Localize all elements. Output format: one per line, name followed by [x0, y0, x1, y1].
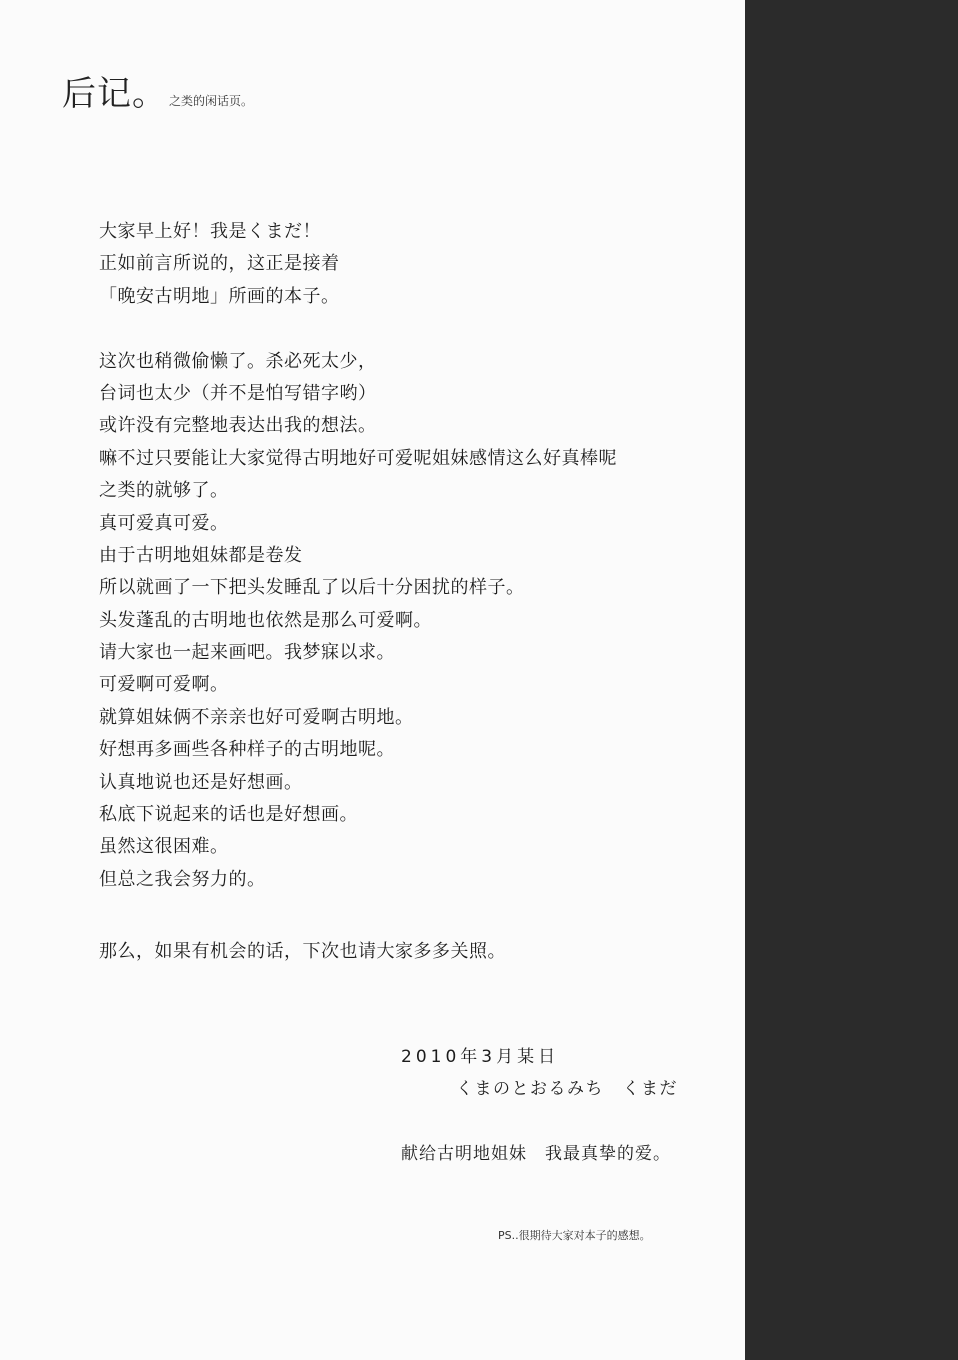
- body-line: 好想再多画些各种样子的古明地呢。: [99, 739, 395, 761]
- body-line: 但总之我会努力的。: [99, 868, 266, 890]
- dark-page-edge: [745, 0, 958, 1360]
- body-line: 或许没有完整地表达出我的想法。: [99, 415, 377, 437]
- closing-line: 那么，如果有机会的话，下次也请大家多多关照。: [99, 941, 506, 962]
- body-line: 就算姐妹俩不亲亲也好可爱啊古明地。: [99, 706, 414, 728]
- page-title: 后记。: [62, 74, 167, 114]
- afterword-heading: [62, 66, 253, 115]
- signature-date: 2010年3月某日: [401, 1047, 560, 1067]
- body-line: 嘛不过只要能让大家觉得古明地好可爱呢姐妹感情这么好真棒呢: [99, 447, 617, 469]
- dedication-line: 献给古明地姐妹 我最真挚的爱。: [401, 1144, 671, 1164]
- body-line: 可爱啊可爱啊。: [99, 674, 229, 696]
- body-line: 之类的就够了。: [99, 480, 229, 502]
- body-line: 正如前言所说的，这正是接着: [99, 253, 340, 275]
- body-line: 真可爱真可爱。: [99, 512, 229, 534]
- body-line: 虽然这很困难。: [99, 836, 229, 858]
- body-line: 私底下说起来的话也是好想画。: [99, 804, 358, 826]
- body-line: 「晚安古明地」所画的本子。: [99, 285, 340, 307]
- body-line: 所以就画了一下把头发睡乱了以后十分困扰的样子。: [99, 577, 525, 599]
- body-line: 大家早上好！我是くまだ！: [99, 221, 321, 242]
- postscript: PS..很期待大家对本子的感想。: [498, 1229, 651, 1242]
- paragraph-gap: [99, 313, 699, 345]
- body-line: 头发蓬乱的古明地也依然是那么可爱啊。: [99, 609, 432, 631]
- page-subtitle: 之类的闲话页。: [169, 94, 254, 108]
- signature-author: くまのとおるみち くまだ: [456, 1079, 678, 1099]
- afterword-body: [99, 216, 699, 896]
- body-line: 由于古明地姐妹都是卷发: [99, 544, 303, 566]
- body-line: 请大家也一起来画吧。我梦寐以求。: [99, 642, 395, 664]
- body-line: 台词也太少（并不是怕写错字哟）: [99, 382, 377, 404]
- body-line: 认真地说也还是好想画。: [99, 771, 303, 793]
- body-line: 这次也稍微偷懒了。杀必死太少，: [99, 350, 377, 372]
